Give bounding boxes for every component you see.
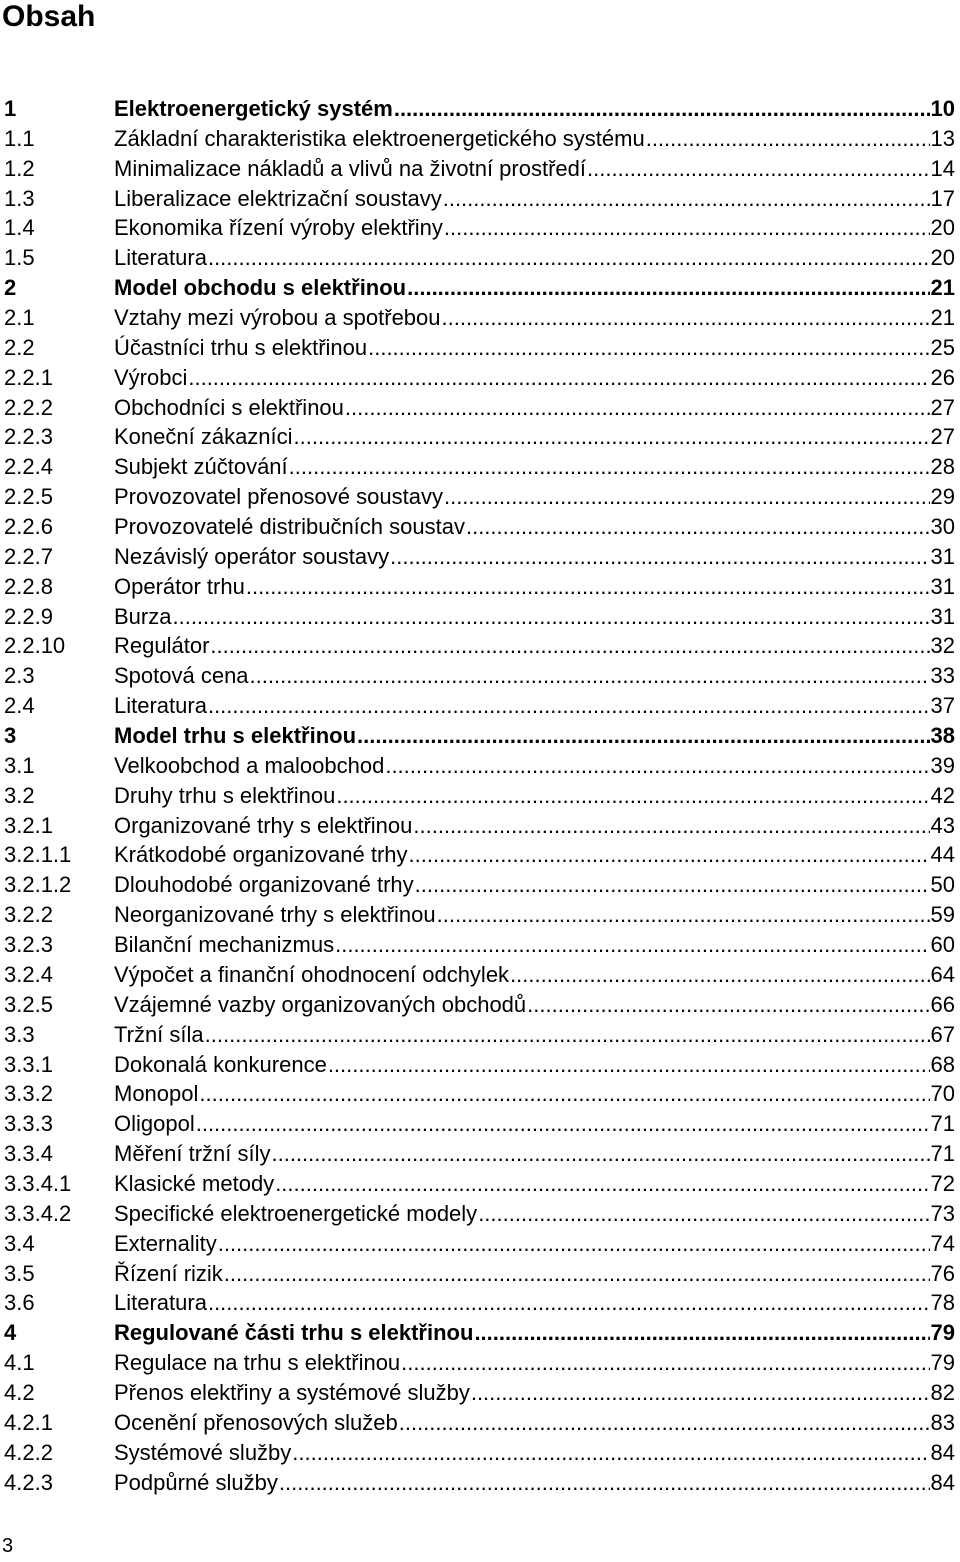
toc-entry-title: Spotová cena (114, 663, 249, 689)
toc-entry-title: Podpůrné služby (114, 1469, 278, 1495)
toc-entry-title: Liberalizace elektrizační soustavy (114, 185, 442, 211)
toc-entry-number: 3.2.3 (4, 932, 53, 958)
toc-entry[interactable] (0, 482, 960, 512)
toc-entry-title: Řízení rizik (114, 1260, 223, 1286)
toc-entry-page: 27 (930, 424, 955, 450)
toc-entry[interactable] (0, 1050, 960, 1080)
toc-entry-number: 4 (4, 1320, 17, 1346)
toc-entry-page: 78 (930, 1290, 955, 1316)
toc-entry-title: Druhy trhu s elektřinou (114, 782, 336, 808)
toc-entry-page: 67 (930, 1021, 955, 1047)
toc-entry-page: 27 (930, 394, 955, 420)
toc-entry-title: Výpočet a finanční ohodnocení odchylek (114, 961, 510, 987)
toc-entry[interactable] (0, 691, 960, 721)
toc-dot-leader (275, 1169, 929, 1199)
toc-entry[interactable] (0, 870, 960, 900)
toc-entry-title: Nezávislý operátor soustavy (114, 543, 390, 569)
toc-entry-number: 4.2.1 (4, 1409, 53, 1435)
toc-entry[interactable] (0, 1348, 960, 1378)
toc-dot-leader (527, 990, 929, 1020)
toc-entry-page: 38 (930, 723, 955, 749)
toc-dot-leader (199, 1079, 929, 1109)
toc-entry[interactable] (0, 124, 960, 154)
toc-entry-title: Model obchodu s elektřinou (114, 275, 407, 301)
toc-entry-number: 3.1 (4, 752, 35, 778)
toc-dot-leader (279, 1468, 930, 1498)
toc-entry-page: 31 (930, 573, 955, 599)
toc-entry-page: 72 (930, 1170, 955, 1196)
toc-entry-page: 10 (930, 96, 955, 121)
page-number: 3 (2, 1535, 14, 1557)
toc-entry-title: Neorganizované trhy s elektřinou (114, 902, 436, 928)
toc-entry-page: 76 (930, 1260, 955, 1286)
toc-entry-page: 83 (930, 1409, 955, 1435)
toc-entry-number: 2.2.1 (4, 364, 53, 390)
toc-entry-title: Krátkodobé organizované trhy (114, 842, 408, 868)
toc-entry-title: Výrobci (114, 364, 188, 390)
toc-dot-leader (390, 542, 929, 572)
toc-entry[interactable] (0, 1020, 960, 1050)
toc-entry-number: 2.2.9 (4, 603, 53, 629)
toc-entry-page: 25 (930, 334, 955, 360)
toc-entry-page: 31 (930, 603, 955, 629)
toc-entry-title: Základní charakteristika elektroenergetického systému (114, 125, 645, 151)
toc-entry-title: Dokonalá konkurence (114, 1051, 327, 1077)
toc-entry-page: 39 (930, 752, 955, 778)
toc-entry-title: Měření tržní síly (114, 1141, 271, 1167)
toc-entry[interactable] (0, 333, 960, 363)
toc-entry-page: 71 (930, 1141, 955, 1167)
toc-entry-page: 50 (930, 872, 955, 898)
toc-entry[interactable] (0, 363, 960, 393)
toc-dot-leader (466, 512, 930, 542)
toc-dot-leader (646, 124, 930, 154)
toc-entry[interactable] (0, 1139, 960, 1169)
toc-entry-number: 2 (4, 275, 17, 301)
toc-entry-title: Subjekt zúčtování (114, 454, 288, 480)
table-of-contents (0, 94, 960, 1497)
toc-entry[interactable] (0, 631, 960, 661)
toc-dot-leader (385, 751, 929, 781)
toc-dot-leader (444, 482, 930, 512)
toc-entry-page: 79 (930, 1320, 955, 1346)
toc-entry[interactable] (0, 94, 960, 124)
toc-entry-number: 4.2 (4, 1379, 35, 1405)
toc-entry-number: 3.2.1.2 (4, 872, 72, 898)
toc-entry-title: Účastníci trhu s elektřinou (114, 334, 368, 360)
toc-entry-title: Systémové služby (114, 1439, 292, 1465)
toc-entry-title: Regulátor (114, 633, 210, 659)
toc-entry-title: Přenos elektřiny a systémové služby (114, 1379, 470, 1405)
toc-entry-title: Obchodníci s elektřinou (114, 394, 344, 420)
toc-entry-title: Regulované části trhu s elektřinou (114, 1320, 474, 1346)
toc-entry[interactable] (0, 1438, 960, 1468)
toc-dot-leader (289, 452, 930, 482)
toc-entry[interactable] (0, 900, 960, 930)
toc-dot-leader (415, 870, 930, 900)
toc-entry-title: Literatura (114, 245, 207, 271)
toc-entry[interactable] (0, 661, 960, 691)
toc-dot-leader (345, 393, 930, 423)
toc-entry[interactable] (0, 1109, 960, 1139)
toc-entry-number: 2.2.5 (4, 484, 53, 510)
toc-entry-number: 3.3.4.2 (4, 1200, 72, 1226)
toc-entry-number: 1 (4, 96, 17, 121)
toc-entry[interactable] (0, 542, 960, 572)
toc-dot-leader (246, 572, 930, 602)
toc-entry-page: 66 (930, 991, 955, 1017)
toc-entry-number: 3.2.1.1 (4, 842, 72, 868)
toc-entry-number: 3.6 (4, 1290, 35, 1316)
toc-entry-page: 31 (930, 543, 955, 569)
toc-dot-leader (208, 243, 930, 273)
toc-entry-number: 2.2.6 (4, 514, 53, 540)
toc-entry[interactable] (0, 452, 960, 482)
toc-dot-leader (394, 94, 930, 124)
toc-dot-leader (271, 1139, 929, 1169)
toc-dot-leader (196, 1109, 930, 1139)
toc-entry-title: Provozovatel přenosové soustavy (114, 484, 443, 510)
toc-dot-leader (413, 811, 929, 841)
toc-entry-number: 1.1 (4, 125, 35, 151)
toc-entry-page: 20 (930, 215, 955, 241)
toc-dot-leader (210, 631, 929, 661)
toc-entry-title: Oligopol (114, 1111, 195, 1137)
toc-dot-leader (188, 363, 929, 393)
toc-entry[interactable] (0, 154, 960, 184)
toc-entry-number: 1.4 (4, 215, 35, 241)
toc-entry-number: 3.3 (4, 1021, 35, 1047)
toc-entry-page: 74 (930, 1230, 955, 1256)
toc-dot-leader (437, 900, 930, 930)
toc-entry-page: 60 (930, 932, 955, 958)
toc-entry-title: Dlouhodobé organizované trhy (114, 872, 414, 898)
toc-entry-number: 4.2.3 (4, 1469, 53, 1495)
toc-dot-leader (335, 930, 929, 960)
toc-entry-page: 29 (930, 484, 955, 510)
toc-entry[interactable] (0, 960, 960, 990)
toc-entry-title: Bilanční mechanizmus (114, 932, 335, 958)
toc-entry-title: Literatura (114, 1290, 207, 1316)
toc-entry-number: 2.2.2 (4, 394, 53, 420)
toc-entry[interactable] (0, 1229, 960, 1259)
toc-entry[interactable] (0, 572, 960, 602)
toc-entry[interactable] (0, 303, 960, 333)
toc-entry-page: 30 (930, 514, 955, 540)
toc-entry-title: Elektroenergetický systém (114, 96, 393, 121)
toc-entry-number: 3.5 (4, 1260, 35, 1286)
toc-entry-page: 71 (930, 1111, 955, 1137)
toc-dot-leader (510, 960, 929, 990)
toc-entry-page: 42 (930, 782, 955, 808)
toc-dot-leader (336, 781, 929, 811)
toc-entry-number: 3.3.4 (4, 1141, 53, 1167)
toc-entry[interactable] (0, 213, 960, 243)
toc-entry[interactable] (0, 930, 960, 960)
toc-entry-title: Burza (114, 603, 172, 629)
toc-entry-number: 2.2.10 (4, 633, 66, 659)
toc-entry-number: 2.3 (4, 663, 35, 689)
toc-entry-page: 28 (930, 454, 955, 480)
toc-entry[interactable] (0, 393, 960, 423)
toc-entry-page: 82 (930, 1379, 955, 1405)
toc-entry[interactable] (0, 721, 960, 751)
toc-entry-title: Klasické metody (114, 1170, 275, 1196)
toc-entry[interactable] (0, 1468, 960, 1498)
toc-entry-title: Koneční zákazníci (114, 424, 293, 450)
toc-dot-leader (444, 213, 930, 243)
toc-entry-page: 68 (930, 1051, 955, 1077)
toc-entry-number: 2.2.8 (4, 573, 53, 599)
toc-entry-page: 33 (930, 663, 955, 689)
toc-entry[interactable] (0, 273, 960, 303)
toc-entry-number: 1.5 (4, 245, 35, 271)
toc-dot-leader (368, 333, 929, 363)
toc-entry-page: 21 (930, 305, 955, 331)
toc-entry[interactable] (0, 602, 960, 632)
toc-entry-page: 70 (930, 1081, 955, 1107)
toc-entry-number: 3.2.1 (4, 812, 53, 838)
toc-entry[interactable] (0, 1408, 960, 1438)
toc-entry-number: 4.2.2 (4, 1439, 53, 1465)
toc-entry-number: 2.1 (4, 305, 35, 331)
toc-dot-leader (443, 184, 930, 214)
toc-entry-number: 3.2.2 (4, 902, 53, 928)
toc-entry-number: 3.3.1 (4, 1051, 53, 1077)
toc-dot-leader (328, 1050, 930, 1080)
toc-entry-page: 43 (930, 812, 955, 838)
toc-entry-number: 2.2.3 (4, 424, 53, 450)
toc-entry-page: 14 (930, 155, 955, 181)
toc-dot-leader (224, 1259, 930, 1289)
toc-entry[interactable] (0, 1288, 960, 1318)
toc-entry-page: 84 (930, 1469, 955, 1495)
toc-dot-leader (250, 661, 930, 691)
toc-dot-leader (357, 721, 929, 751)
toc-entry-title: Minimalizace nákladů a vlivů na životní prostředí (114, 155, 587, 181)
toc-entry-page: 32 (930, 633, 955, 659)
toc-entry-page: 13 (930, 125, 955, 151)
toc-entry-title: Ocenění přenosových služeb (114, 1409, 398, 1435)
toc-entry[interactable] (0, 1318, 960, 1348)
toc-entry-number: 3.4 (4, 1230, 35, 1256)
toc-entry-title: Vztahy mezi výrobou a spotřebou (114, 305, 441, 331)
toc-entry[interactable] (0, 1199, 960, 1229)
toc-dot-leader (205, 1020, 930, 1050)
toc-dot-leader (474, 1318, 929, 1348)
toc-entry-number: 2.2.7 (4, 543, 53, 569)
toc-entry-title: Regulace na trhu s elektřinou (114, 1350, 401, 1376)
toc-dot-leader (294, 422, 930, 452)
toc-dot-leader (442, 303, 930, 333)
toc-entry-title: Literatura (114, 693, 207, 719)
toc-dot-leader (409, 840, 930, 870)
toc-entry[interactable] (0, 1079, 960, 1109)
toc-dot-leader (401, 1348, 929, 1378)
toc-entry-page: 20 (930, 245, 955, 271)
toc-entry-title: Ekonomika řízení výroby elektřiny (114, 215, 443, 241)
toc-entry-number: 3.2.5 (4, 991, 53, 1017)
toc-entry-page: 21 (930, 275, 955, 301)
toc-entry-title: Externality (114, 1230, 217, 1256)
toc-entry-title: Specifické elektroenergetické modely (114, 1200, 478, 1226)
toc-entry-title: Model trhu s elektřinou (114, 723, 357, 749)
toc-entry-title: Organizované trhy s elektřinou (114, 812, 413, 838)
toc-entry-number: 3 (4, 723, 17, 749)
toc-entry-title: Tržní síla (114, 1021, 204, 1047)
toc-entry[interactable] (0, 422, 960, 452)
toc-entry-number: 4.1 (4, 1350, 35, 1376)
toc-entry-number: 3.3.4.1 (4, 1170, 72, 1196)
toc-entry-page: 79 (930, 1350, 955, 1376)
toc-entry-title: Operátor trhu (114, 573, 245, 599)
toc-entry[interactable] (0, 1378, 960, 1408)
toc-entry-number: 1.2 (4, 155, 35, 181)
toc-entry-page: 84 (930, 1439, 955, 1465)
toc-entry[interactable] (0, 811, 960, 841)
toc-entry-page: 73 (930, 1200, 955, 1226)
toc-entry[interactable] (0, 990, 960, 1020)
toc-dot-leader (471, 1378, 930, 1408)
toc-entry-number: 3.2.4 (4, 961, 53, 987)
page-title: Obsah (2, 0, 96, 33)
toc-entry-page: 17 (930, 185, 955, 211)
toc-dot-leader (399, 1408, 930, 1438)
toc-dot-leader (208, 691, 930, 721)
toc-entry[interactable] (0, 243, 960, 273)
toc-entry-number: 1.3 (4, 185, 35, 211)
toc-dot-leader (172, 602, 929, 632)
toc-dot-leader (218, 1229, 930, 1259)
toc-entry-number: 3.3.2 (4, 1081, 53, 1107)
toc-entry[interactable] (0, 1169, 960, 1199)
toc-entry-page: 44 (930, 842, 955, 868)
toc-entry-number: 2.4 (4, 693, 35, 719)
toc-entry[interactable] (0, 781, 960, 811)
toc-entry[interactable] (0, 751, 960, 781)
toc-entry[interactable] (0, 512, 960, 542)
toc-entry-number: 2.2.4 (4, 454, 53, 480)
toc-entry-page: 26 (930, 364, 955, 390)
toc-entry-page: 37 (930, 693, 955, 719)
toc-entry[interactable] (0, 840, 960, 870)
toc-entry-number: 3.3.3 (4, 1111, 53, 1137)
toc-dot-leader (478, 1199, 929, 1229)
toc-entry-title: Velkoobchod a maloobchod (114, 752, 385, 778)
toc-entry-title: Provozovatelé distribučních soustav (114, 514, 465, 540)
toc-dot-leader (587, 154, 930, 184)
toc-entry-number: 3.2 (4, 782, 35, 808)
toc-entry-page: 59 (930, 902, 955, 928)
toc-entry-title: Monopol (114, 1081, 199, 1107)
toc-dot-leader (292, 1438, 929, 1468)
toc-dot-leader (407, 273, 929, 303)
toc-entry[interactable] (0, 184, 960, 214)
toc-entry-page: 64 (930, 961, 955, 987)
toc-entry-title: Vzájemné vazby organizovaných obchodů (114, 991, 527, 1017)
toc-entry[interactable] (0, 1259, 960, 1289)
toc-dot-leader (208, 1288, 930, 1318)
toc-entry-number: 2.2 (4, 334, 35, 360)
